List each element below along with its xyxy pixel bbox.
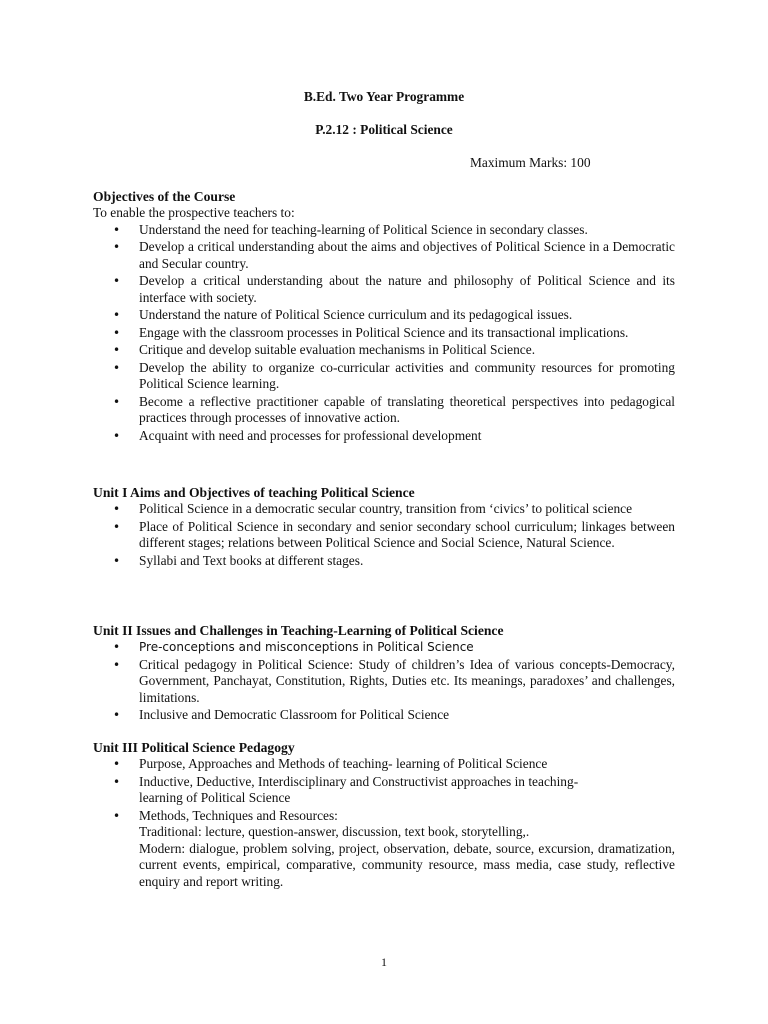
list-item: • Place of Political Science in secondary and senior secondary school curriculum; linkages between different stages; relations between Political Science and Social Science, Natural Science.	[93, 519, 675, 552]
objectives-section	[93, 188, 675, 445]
list-item: • Understand the need for teaching-learning of Political Science in secondary classes.	[93, 222, 675, 239]
list-item: • Syllabi and Text books at different stages.	[93, 553, 675, 570]
list-item: • Acquaint with need and processes for professional development	[93, 428, 675, 445]
unit2-heading: Unit II Issues and Challenges in Teaching-Learning of Political Science	[93, 623, 504, 638]
list-item: • Purpose, Approaches and Methods of teaching- learning of Political Science	[93, 756, 675, 773]
objectives-list	[93, 222, 675, 445]
list-item: • Understand the nature of Political Science curriculum and its pedagogical issues.	[93, 307, 675, 324]
approaches-continuation: learning of Political Science	[139, 790, 291, 805]
unit1-list	[93, 501, 675, 569]
unit3-heading: Unit III Political Science Pedagogy	[93, 740, 295, 755]
list-item: • Critical pedagogy in Political Science: Study of children’s Idea of various concepts-Democracy, Government, Panchayat, Constitution, Rights, Duties etc. Its meanings, paradoxes’ and challenges, limitations.	[93, 657, 675, 707]
maximum-marks: Maximum Marks: 100	[470, 155, 591, 170]
list-item: • Inclusive and Democratic Classroom for Political Science	[93, 707, 675, 724]
objectives-intro: To enable the prospective teachers to:	[93, 205, 295, 220]
list-item: • Pre-conceptions and misconceptions in Political Science	[93, 639, 675, 656]
methods-modern: Modern: dialogue, problem solving, project, observation, debate, source, excursion, dramatization, current events, empirical, comparative, community resource, mass media, case study, reflective enquiry and report writing.	[139, 840, 675, 889]
list-item: • Political Science in a democratic secular country, transition from ‘civics’ to political science	[93, 501, 675, 518]
unit3-list	[93, 756, 675, 890]
list-item: • Develop a critical understanding about the nature and philosophy of Political Science and its interface with society.	[93, 273, 675, 306]
list-item	[93, 808, 675, 891]
unit2-section	[93, 622, 675, 725]
unit1-section	[93, 484, 675, 570]
list-item	[93, 774, 675, 807]
list-item: • Develop the ability to organize co-curricular activities and community resources for promoting Political Science learning.	[93, 360, 675, 393]
methods-traditional: Traditional: lecture, question-answer, discussion, text book, storytelling,.	[139, 824, 530, 839]
unit2-list	[93, 639, 675, 724]
objectives-heading: Objectives of the Course	[93, 189, 236, 204]
approaches-text: • Inductive, Deductive, Interdisciplinary and Constructivist approaches in teaching-	[139, 773, 579, 789]
course-title: P.2.12 : Political Science	[315, 122, 453, 137]
page-number: 1	[381, 955, 387, 969]
unit3-section	[93, 739, 675, 891]
list-item: • Develop a critical understanding about the aims and objectives of Political Science in a Democratic and Secular country.	[93, 239, 675, 272]
list-item: • Become a reflective practitioner capable of translating theoretical perspectives into pedagogical practices through processes of innovative action.	[93, 394, 675, 427]
list-item: • Engage with the classroom processes in Political Science and its transactional implications.	[93, 325, 675, 342]
methods-label: • Methods, Techniques and Resources:	[139, 807, 338, 823]
unit1-heading: Unit I Aims and Objectives of teaching Political Science	[93, 485, 415, 500]
programme-title: B.Ed. Two Year Programme	[303, 89, 465, 104]
list-item: • Critique and develop suitable evaluation mechanisms in Political Science.	[93, 342, 675, 359]
